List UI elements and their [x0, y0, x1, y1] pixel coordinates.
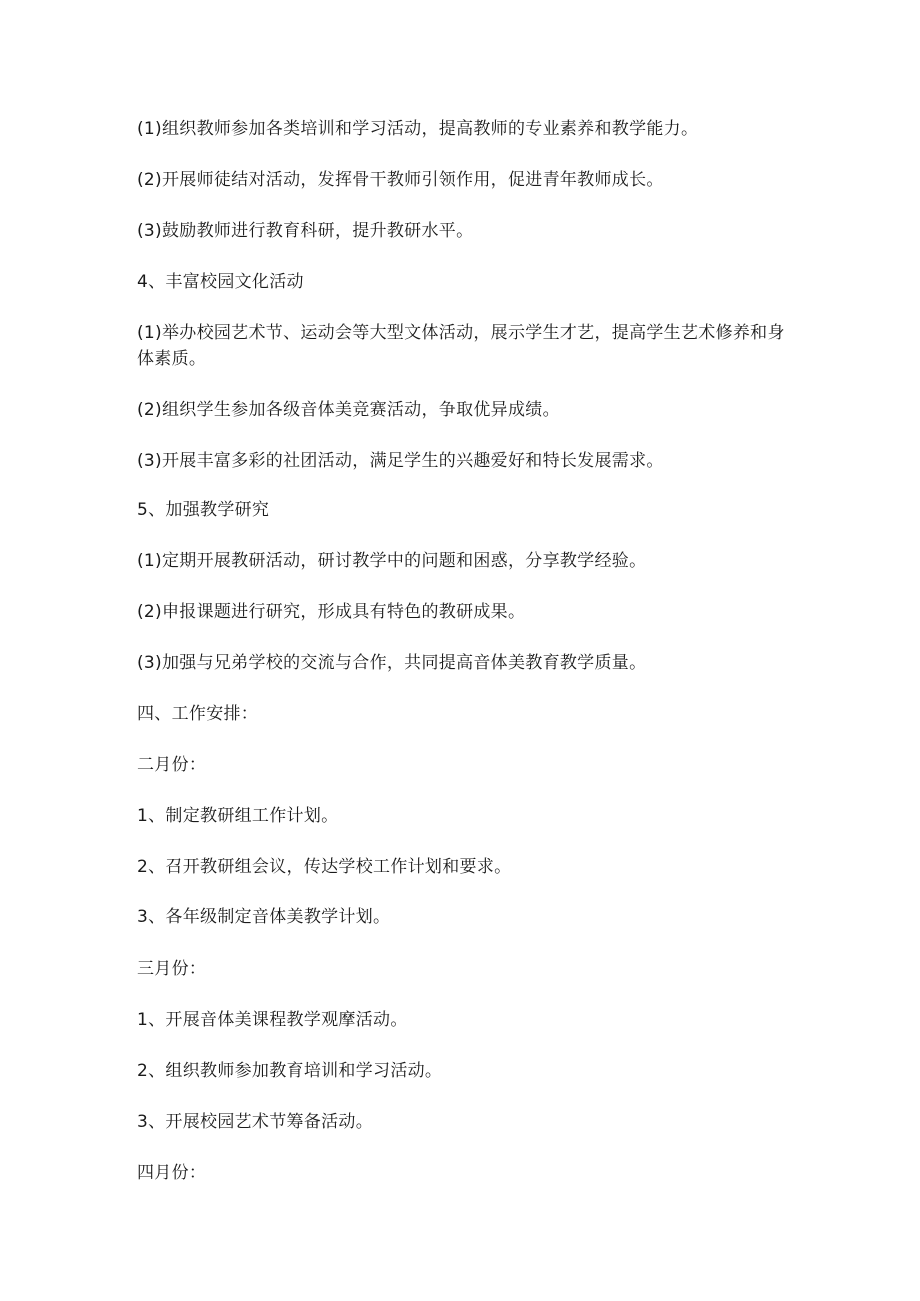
- list-item: 1、开展音体美课程教学观摩活动。: [137, 1010, 408, 1030]
- section-heading-teaching-research: 5、加强教学研究: [137, 500, 270, 520]
- paragraph-research-encouragement: (3)鼓励教师进行教育科研，提升教研水平。: [137, 221, 474, 241]
- paragraph-regular-research: (1)定期开展教研活动，研讨教学中的问题和困惑，分享教学经验。: [137, 551, 647, 571]
- list-item: 1、制定教研组工作计划。: [137, 806, 339, 826]
- paragraph-research-topics: (2)申报课题进行研究，形成具有特色的教研成果。: [137, 602, 526, 622]
- month-heading-march: 三月份：: [137, 959, 207, 979]
- month-heading-february: 二月份：: [137, 755, 207, 775]
- paragraph-teacher-training: (1)组织教师参加各类培训和学习活动，提高教师的专业素养和教学能力。: [137, 119, 699, 139]
- month-heading-april: 四月份：: [137, 1163, 207, 1183]
- list-item: 3、各年级制定音体美教学计划。: [137, 907, 391, 927]
- paragraph-school-exchange: (3)加强与兄弟学校的交流与合作，共同提高音体美教育教学质量。: [137, 653, 647, 673]
- paragraph-mentoring: (2)开展师徒结对活动，发挥骨干教师引领作用，促进青年教师成长。: [137, 170, 664, 190]
- list-item: 3、开展校园艺术节筹备活动。: [137, 1112, 374, 1132]
- section-heading-work-schedule: 四、工作安排：: [137, 704, 259, 724]
- paragraph-competitions: (2)组织学生参加各级音体美竞赛活动，争取优异成绩。: [137, 400, 560, 420]
- list-item: 2、组织教师参加教育培训和学习活动。: [137, 1061, 443, 1081]
- paragraph-art-festival: (1)举办校园艺术节、运动会等大型文体活动，展示学生才艺，提高学生艺术修养和身体素质。: [137, 323, 785, 369]
- section-heading-campus-culture: 4、丰富校园文化活动: [137, 272, 304, 292]
- paragraph-clubs: (3)开展丰富多彩的社团活动，满足学生的兴趣爱好和特长发展需求。: [137, 451, 664, 471]
- list-item: 2、召开教研组会议，传达学校工作计划和要求。: [137, 857, 512, 877]
